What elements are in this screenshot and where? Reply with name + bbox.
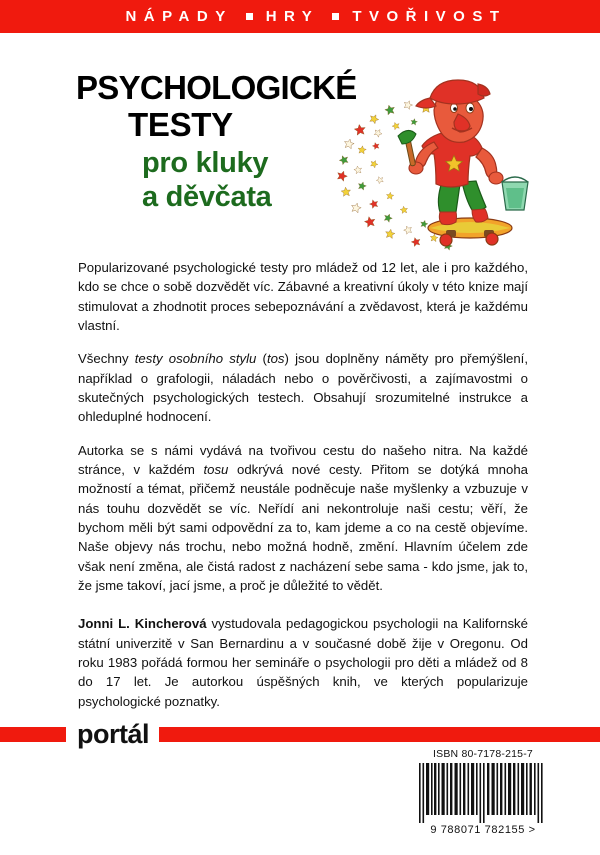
isbn-label: ISBN 80-7178-215-7	[433, 748, 533, 760]
book-title-line-1: PSYCHOLOGICKÉ	[76, 69, 357, 106]
blurb-paragraph-1	[78, 258, 528, 335]
blurb-text-run: ) jsou doplněny náměty pro přemýšlení, například o grafologii, náladách nebo o pověrčivosti, a zajímavostmi o skutečných psychologických testech. Obsahují srozumitelné instrukce a ohleduplné hodnocení.	[78, 351, 528, 425]
barcode-icon	[417, 763, 549, 823]
back-cover-blurb	[78, 258, 528, 711]
paintbrush-icon	[398, 130, 416, 166]
publisher-bar-right	[159, 727, 600, 742]
blurb-paragraph-2	[78, 349, 528, 426]
author-bio-text: vystudovala pedagogickou psychologii na Kalifornské státní univerzitě v San Bernardinu a v současné době žije v Oregonu. Od roku 1983 pořádá formou her semináře o psychologii pro děti a mládež od 8 do 17 let. Je autorkou úspěšných knih, ve kterých popularizuje psychologické poznatky.	[78, 616, 528, 709]
author-bio-paragraph	[78, 614, 528, 711]
blurb-paragraph-3	[78, 441, 528, 596]
blurb-text-run: (	[256, 351, 267, 367]
banner-word-napady: NÁPADY	[125, 8, 233, 25]
blurb-text-run: Popularizované psychologické testy pro mládež od 12 let, ale i pro každého, kdo se chce o sobě dozvědět víc. Zábavné a kreativní úkoly v této knize mají stimulovat a zhodnotit proces sebepoznávání a zvědavost, která je každému vlastní.	[78, 260, 528, 333]
publisher-logo[interactable]: portál	[77, 718, 150, 749]
book-title-line-2: TESTY	[128, 105, 233, 143]
banner-words	[125, 9, 506, 24]
blurb-italic-run: tos	[266, 351, 285, 367]
blurb-text-run: Autorka se s námi vydává na tvořivou cestu do našeho nitra. Na každé stránce, v každém	[78, 442, 528, 477]
blurb-italic-run: testy osobního stylu	[134, 351, 257, 367]
boy-on-skateboard-illustration	[330, 78, 565, 258]
hand-right	[489, 172, 503, 184]
blurb-text-run: odkrývá nové cesty. Přitom se dotýká mnoha možností a témat, přičemž neustále podněcuje naše myšlenky a vzbuzuje v nás touhu dozvědět se víc. Neřídí ani nekontroluje naši cestu; věří, že bychom měli být sami odpovědní za to, kam jdeme a co na cestě objevíme. Naše objevy nás trochu, nebo možná hodně, změní. Hlavním účelem zde však není změna, ale čistá radost z nacházení sebe sama - kdo jsme, jak to, že jsme takoví, jací jsme, a proč je důležité to vědět.	[78, 461, 529, 593]
book-subtitle-line-2: a děvčata	[142, 181, 272, 214]
paint-bucket-icon	[502, 177, 528, 210]
author-name: Jonni L. Kincherová	[78, 616, 207, 632]
top-red-banner	[0, 0, 600, 33]
book-subtitle-line-1: pro kluky	[142, 146, 269, 179]
publisher-bar-left	[0, 727, 66, 742]
blurb-italic-run: tosu	[203, 461, 229, 477]
square-bullet-icon	[332, 13, 339, 20]
isbn-block	[408, 748, 558, 836]
square-bullet-icon	[246, 13, 253, 20]
barcode-digits: 9 788071 782155 >	[430, 824, 536, 836]
blurb-text-run: Všechny	[78, 351, 135, 367]
banner-word-hry: HRY	[265, 8, 320, 25]
publisher-row	[0, 718, 600, 749]
banner-word-tvorivost: TVOŘIVOST	[352, 8, 507, 25]
